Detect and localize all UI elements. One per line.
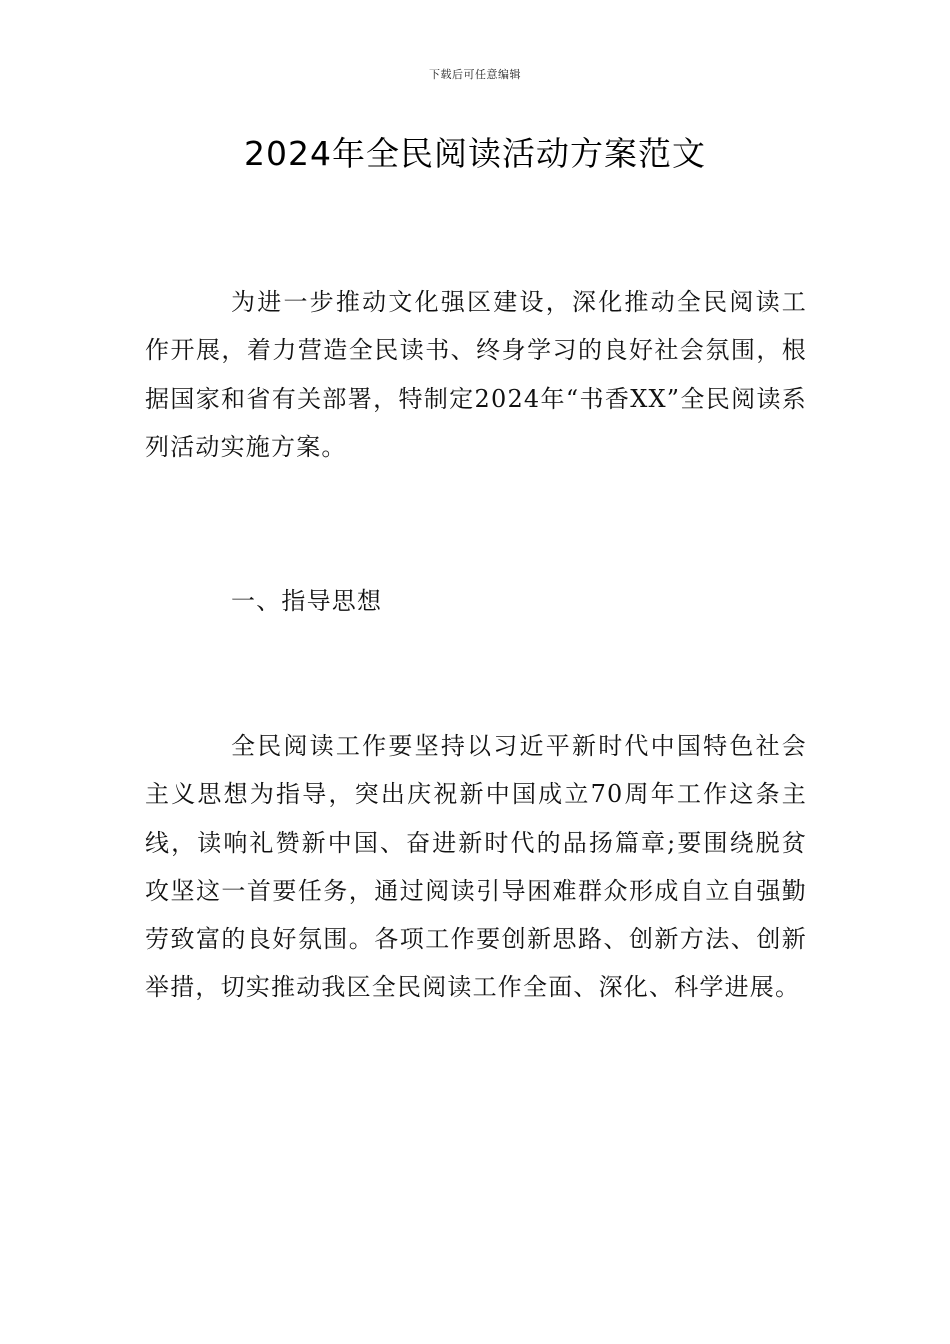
header-note: 下载后可任意编辑	[429, 68, 521, 81]
intro-paragraph: 为进一步推动文化强区建设，深化推动全民阅读工作开展，着力营造全民读书、终身学习的良好社会氛围，根据国家和省有关部署，特制定2024年“书香XX”全民阅读系列活动实施方案。	[145, 288, 807, 461]
section-heading-guiding-thought: 一、指导思想	[231, 587, 383, 615]
section-paragraph-guiding-thought: 全民阅读工作要坚持以习近平新时代中国特色社会主义思想为指导，突出庆祝新中国成立70周年工作这条主线，读响礼赞新中国、奋进新时代的品扬篇章;要围绕脱贫攻坚这一首要任务，通过阅读引导困难群众形成自立自强勤劳致富的良好氛围。各项工作要创新思路、创新方法、创新举措，切实推动我区全民阅读工作全面、深化、科学进展。	[145, 732, 807, 1002]
document-title: 2024年全民阅读活动方案范文	[244, 134, 706, 173]
